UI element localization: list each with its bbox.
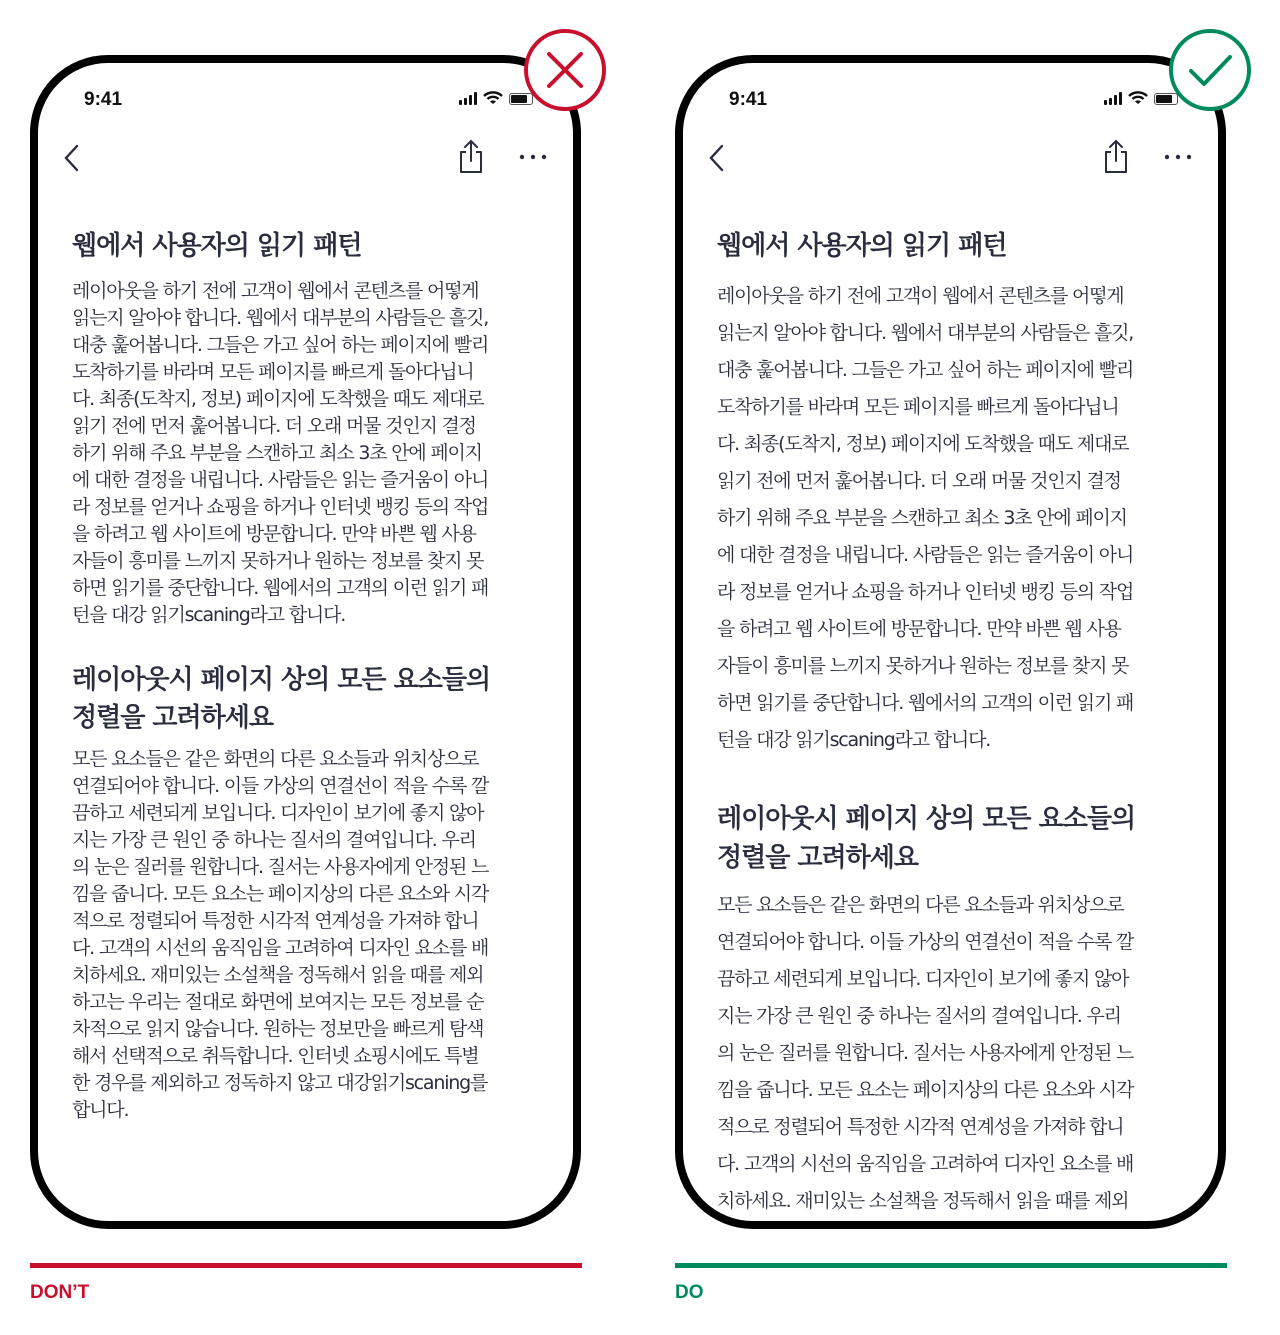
paragraph-line: 모든 요소들은 같은 화면의 다른 요소들과 위치상으로: [717, 894, 1124, 916]
paragraph-line: 을 하려고 웹 사이트에 방문합니다. 만약 바쁜 웹 사용: [72, 523, 476, 545]
paragraph-line: 지는 가장 큰 원인 중 하나는 질서의 결여입니다. 우리: [72, 829, 476, 851]
paragraph-line: 턴을 대강 읽기scaning라고 합니다.: [72, 604, 346, 626]
dont-divider: [30, 1263, 582, 1268]
phone-mockup-do: [675, 55, 1226, 1229]
paragraph-line: 합니다.: [72, 1099, 129, 1121]
paragraph-line: 하기 위해 주요 부분을 스캔하고 최소 3초 안에 페이지: [717, 507, 1127, 529]
checkmark-icon: [1169, 29, 1251, 111]
wifi-icon: [483, 91, 503, 105]
paragraph-line: 라 정보를 얻거나 쇼핑을 하거나 인터넷 뱅킹 등의 작업: [717, 581, 1134, 603]
paragraph-line: 지는 가장 큰 원인 중 하나는 질서의 결여입니다. 우리: [717, 1005, 1121, 1027]
paragraph-line: 차적으로 읽지 않습니다. 원하는 정보만을 빠르게 탐색: [72, 1018, 484, 1040]
paragraph-line: 낌을 줍니다. 모든 요소는 페이지상의 다른 요소와 시각: [717, 1079, 1134, 1101]
status-time: 9:41: [84, 89, 123, 110]
x-mark-icon: [524, 29, 606, 111]
heading-line: 레이아웃시 페이지 상의 모든 요소들의: [72, 665, 491, 695]
paragraph-line: 에 대한 결정을 내립니다. 사람들은 읽는 즐거움이 아니: [717, 544, 1134, 566]
paragraph-line: 을 하려고 웹 사이트에 방문합니다. 만약 바쁜 웹 사용: [717, 618, 1121, 640]
dont-label: DON’T: [30, 1282, 90, 1303]
paragraph-line: 하면 읽기를 중단합니다. 웹에서의 고객의 이런 읽기 패: [717, 692, 1134, 714]
paragraph-line: 다. 최종(도착지, 정보) 페이지에 도착했을 때도 제대로: [717, 433, 1129, 455]
phone-mockup-dont: [30, 55, 581, 1229]
article-heading-1: 웹에서 사용자의 읽기 패턴: [717, 231, 1007, 261]
status-icons: [459, 91, 533, 105]
paragraph-line: 하고는 우리는 절대로 화면에 보여지는 모든 정보를 순: [72, 991, 484, 1013]
paragraph-line: 의 눈은 질러를 원합니다. 질서는 사용자에게 안정된 느: [717, 1042, 1134, 1064]
heading-line: 정렬을 고려하세요: [717, 843, 918, 873]
paragraph-line: 다. 고객의 시선의 움직임을 고려하여 디자인 요소를 배: [72, 937, 489, 959]
paragraph-line: 적으로 정렬되어 특정한 시각적 연계성을 가져햐 합니: [72, 910, 479, 932]
share-icon[interactable]: [456, 139, 486, 175]
signal-icon: [1104, 92, 1122, 105]
paragraph-line: 모든 요소들은 같은 화면의 다른 요소들과 위치상으로: [72, 748, 479, 770]
paragraph-line: 대충 훑어봅니다. 그들은 가고 싶어 하는 페이지에 빨리: [72, 334, 489, 356]
paragraph-line: 해서 선택적으로 취득합니다. 인터넷 쇼핑시에도 특별: [72, 1045, 479, 1067]
status-icons: [1104, 91, 1178, 105]
paragraph-line: 치하세요. 재미있는 소설책을 정독해서 읽을 때를 제외: [72, 964, 484, 986]
paragraph-line: 레이아웃을 하기 전에 고객이 웹에서 콘텐츠를 어떻게: [717, 285, 1124, 307]
article-paragraph-1: [72, 278, 488, 629]
back-chevron-icon[interactable]: [58, 143, 88, 173]
paragraph-line: 에 대한 결정을 내립니다. 사람들은 읽는 즐거움이 아니: [72, 469, 489, 491]
heading-line: 정렬을 고려하세요: [72, 703, 273, 733]
signal-icon: [459, 92, 477, 105]
paragraph-line: 치하세요. 재미있는 소설책을 정독해서 읽을 때를 제외: [717, 1190, 1129, 1212]
paragraph-line: 연결되어야 합니다. 이들 가상의 연결선이 적을 수록 깔: [717, 931, 1134, 953]
paragraph-line: 하기 위해 주요 부분을 스캔하고 최소 3초 안에 페이지: [72, 442, 482, 464]
paragraph-line: 하면 읽기를 중단합니다. 웹에서의 고객의 이런 읽기 패: [72, 577, 489, 599]
more-icon[interactable]: [518, 149, 548, 165]
article-paragraph-2: [72, 746, 488, 1124]
paragraph-line: 다. 최종(도착지, 정보) 페이지에 도착했을 때도 제대로: [72, 388, 484, 410]
share-icon[interactable]: [1101, 139, 1131, 175]
paragraph-line: 라 정보를 얻거나 쇼핑을 하거나 인터넷 뱅킹 등의 작업: [72, 496, 489, 518]
article-heading-2: [72, 661, 490, 737]
status-time: 9:41: [729, 89, 768, 110]
paragraph-line: 끔하고 세련되게 보입니다. 디자인이 보기에 좋지 않아: [717, 968, 1129, 990]
paragraph-line: 턴을 대강 읽기scaning라고 합니다.: [717, 729, 991, 751]
article-heading-1: 웹에서 사용자의 읽기 패턴: [72, 231, 362, 261]
paragraph-line: 연결되어야 합니다. 이들 가상의 연결선이 적을 수록 깔: [72, 775, 489, 797]
heading-line: 레이아웃시 페이지 상의 모든 요소들의: [717, 804, 1136, 834]
paragraph-line: 읽기 전에 먼저 훑어봅니다. 더 오래 머물 것인지 결정: [72, 415, 476, 437]
paragraph-line: 레이아웃을 하기 전에 고객이 웹에서 콘텐츠를 어떻게: [72, 280, 479, 302]
article-paragraph-2: [717, 887, 1133, 1220]
paragraph-line: 의 눈은 질러를 원합니다. 질서는 사용자에게 안정된 느: [72, 856, 489, 878]
paragraph-line: 한 경우를 제외하고 정독하지 않고 대강읽기scaning를: [72, 1072, 488, 1094]
paragraph-line: 다. 고객의 시선의 움직임을 고려하여 디자인 요소를 배: [717, 1153, 1134, 1175]
more-icon[interactable]: [1163, 149, 1193, 165]
wifi-icon: [1128, 91, 1148, 105]
paragraph-line: 자들이 흥미를 느끼지 못하거나 원하는 정보를 찾지 못: [717, 655, 1129, 677]
do-label: DO: [675, 1282, 704, 1303]
paragraph-line: 낌을 줍니다. 모든 요소는 페이지상의 다른 요소와 시각: [72, 883, 489, 905]
paragraph-line: 대충 훑어봅니다. 그들은 가고 싶어 하는 페이지에 빨리: [717, 359, 1134, 381]
paragraph-line: 읽는지 알아야 합니다. 웹에서 대부분의 사람들은 흘깃,: [717, 322, 1134, 344]
paragraph-line: 읽는지 알아야 합니다. 웹에서 대부분의 사람들은 흘깃,: [72, 307, 489, 329]
back-chevron-icon[interactable]: [703, 143, 733, 173]
paragraph-line: 자들이 흥미를 느끼지 못하거나 원하는 정보를 찾지 못: [72, 550, 484, 572]
article-paragraph-1: [717, 278, 1133, 759]
paragraph-line: 도착하기를 바라며 모든 페이지를 빠르게 돌아다닙니: [717, 396, 1119, 418]
paragraph-line: 끔하고 세련되게 보입니다. 디자인이 보기에 좋지 않아: [72, 802, 484, 824]
paragraph-line: 도착하기를 바라며 모든 페이지를 빠르게 돌아다닙니: [72, 361, 474, 383]
paragraph-line: 적으로 정렬되어 특정한 시각적 연계성을 가져햐 합니: [717, 1116, 1124, 1138]
article-heading-2: [717, 800, 1135, 878]
paragraph-line: 읽기 전에 먼저 훑어봅니다. 더 오래 머물 것인지 결정: [717, 470, 1121, 492]
do-divider: [675, 1263, 1227, 1268]
